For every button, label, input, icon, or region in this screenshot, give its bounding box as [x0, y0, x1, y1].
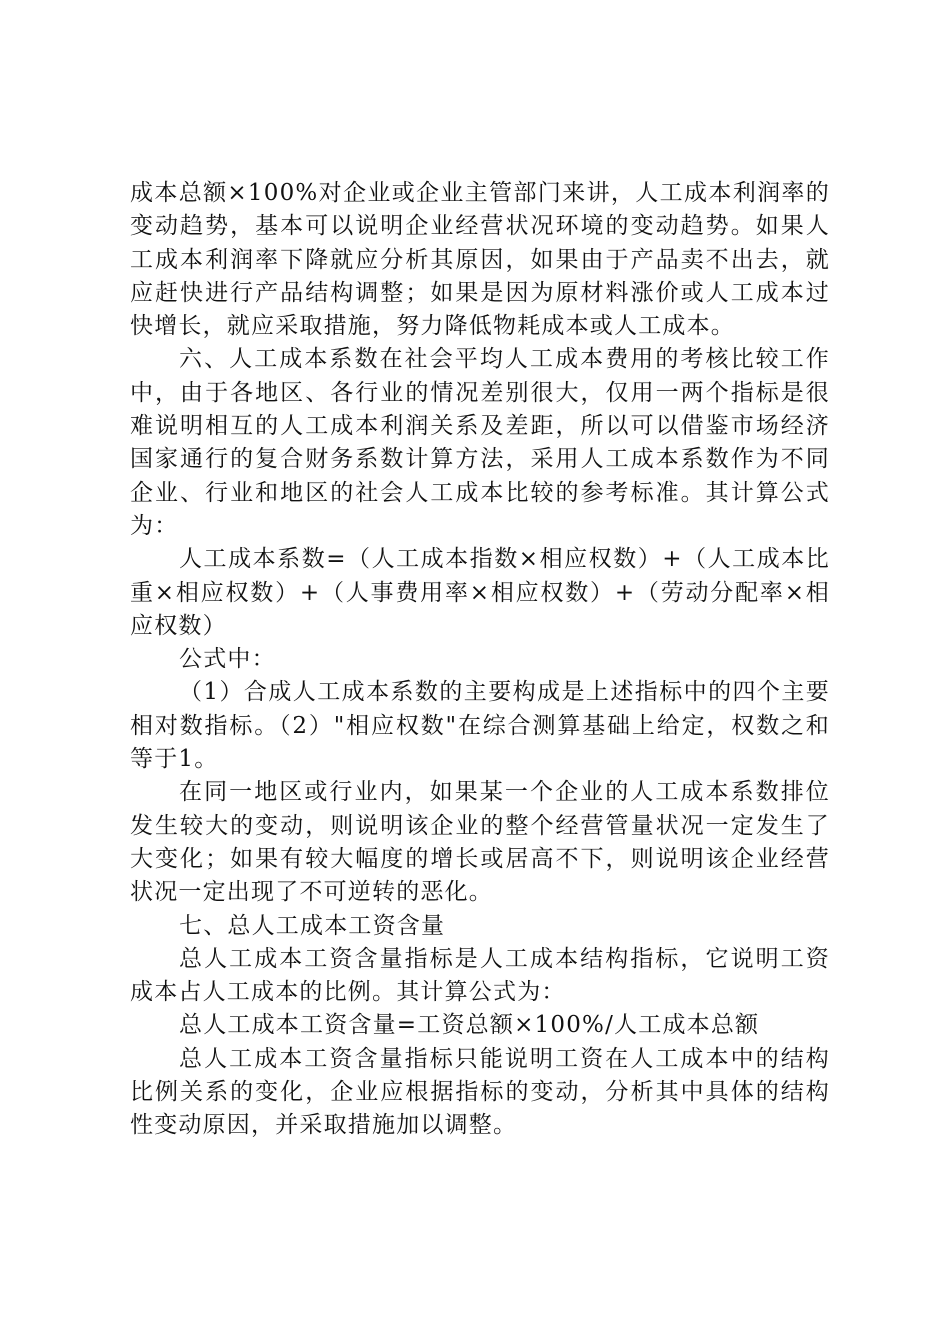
paragraph-wage-content-definition: 总人工成本工资含量指标是人工成本结构指标，它说明工资成本占人工成本的比例。其计算公式为：	[130, 945, 830, 1006]
paragraph-profit-rate-trend: 成本总额×100%对企业或企业主管部门来讲，人工成本利润率的变动趋势，基本可以说明企业经营状况环境的变动趋势。如果人工成本利润率下降就应分析其原因，如果由于产品卖不出去，就应赶快进行产品结构调整；如果是因为原材料涨价或人工成本过快增长，就应采取措施，努力降低物耗成本或人工成本。	[130, 180, 830, 340]
paragraph-section-six-cost-coefficient: 六、人工成本系数在社会平均人工成本费用的考核比较工作中，由于各地区、各行业的情况差别很大，仅用一两个指标是很难说明相互的人工成本利润关系及差距，所以可以借鉴市场经济国家通行的复合财务系数计算方法，采用人工成本系数作为不同企业、行业和地区的社会人工成本比较的参考标准。其计算公式为：	[130, 346, 830, 539]
paragraph-coefficient-interpretation: 在同一地区或行业内，如果某一个企业的人工成本系数排位发生较大的变动，则说明该企业的整个经营管量状况一定发生了大变化；如果有较大幅度的增长或居高不下，则说明该企业经营状况一定出现了不可逆转的恶化。	[130, 779, 830, 906]
paragraph-formula-note-label: 公式中：	[179, 646, 276, 673]
paragraph-formula-notes: （1）合成人工成本系数的主要构成是上述指标中的四个主要相对数指标。（2）"相应权数"在综合测算基础上给定，权数之和等于1。	[130, 679, 830, 773]
paragraph-coefficient-formula: 人工成本系数=（人工成本指数×相应权数）+（人工成本比重×相应权数）+（人事费用率×相应权数）+（劳动分配率×相应权数）	[130, 546, 830, 639]
document-body	[130, 177, 830, 1143]
paragraph-wage-content-interpretation: 总人工成本工资含量指标只能说明工资在人工成本中的结构比例关系的变化，企业应根据指标的变动，分析其中具体的结构性变动原因，并采取措施加以调整。	[130, 1045, 830, 1139]
heading-section-seven: 七、总人工成本工资含量	[179, 912, 446, 939]
paragraph-wage-content-formula: 总人工成本工资含量=工资总额×100%/人工成本总额	[179, 1012, 760, 1039]
